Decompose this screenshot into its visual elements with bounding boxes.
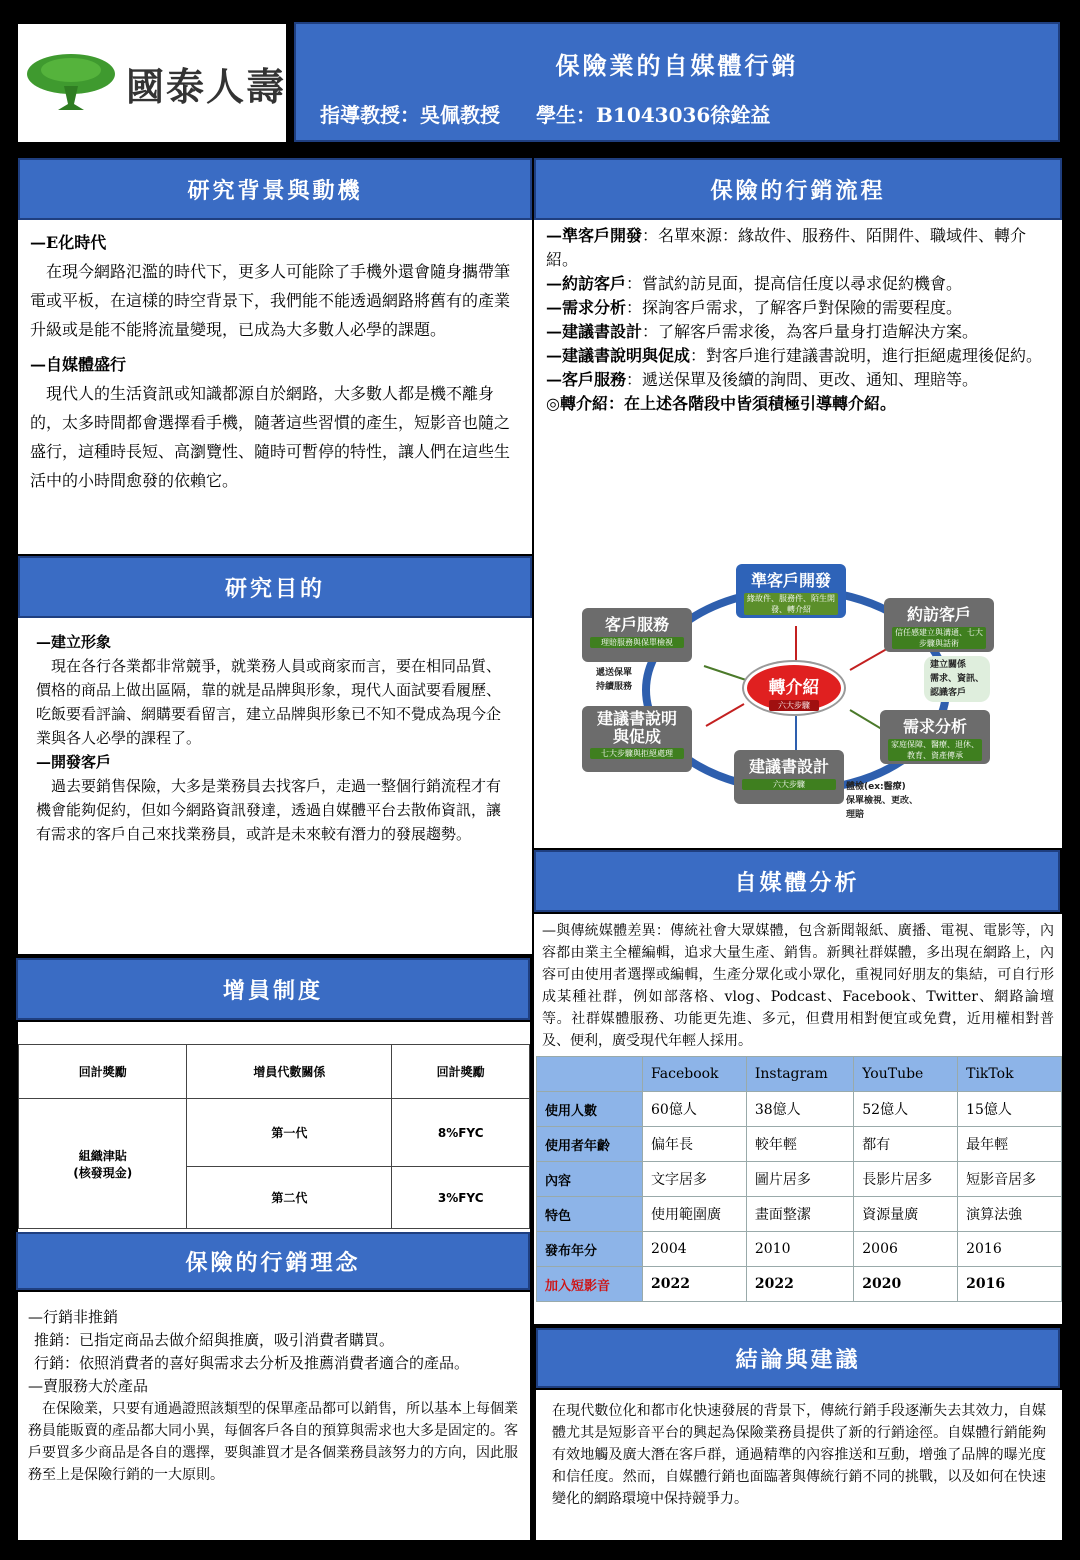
table-row: 內容 文字居多 圖片居多 長影片居多 短影音居多 xyxy=(537,1162,1062,1197)
logo-text: 國泰人壽 xyxy=(126,64,287,109)
background-para-1: 在現今網路氾濫的時代下，更多人可能除了手機外還會隨身攜帶筆電或平板，在這樣的時空背景下，我們能不能透過網路將舊有的產業升級或是能不能將流量變現，已成為大多數人必學的課題。 xyxy=(30,262,511,339)
background-para-2: 現代人的生活資訊或知識都源自於網路，大多數人都是機不離身的，太多時間都會選擇看手機，隨著這些習慣的產生，短影音也隨之盛行，這種時長短、高瀏覽性、隨時可暫停的特性，讓人們在這些生活中的小時間愈發的依賴它。 xyxy=(30,384,511,490)
media-section xyxy=(534,914,1062,1324)
table-row: 使用者年齡 偏年長 較年輕 都有 最年輕 xyxy=(537,1127,1062,1162)
process-step: —建議書設計：了解客戶需求後，為客戶量身打造解決方案。 xyxy=(546,322,979,341)
background-heading-1: —E化時代 xyxy=(30,233,107,252)
node-needs-analysis: 需求分析 家庭保障、醫療、退休、教育、資產傳承 xyxy=(880,710,990,764)
advisor-name: 指導教授：吳佩教授 xyxy=(320,103,500,127)
table-row: 加入短影音 2022 2022 2020 2016 xyxy=(537,1267,1062,1302)
recruit-header-3: 回計獎勵 xyxy=(392,1045,530,1099)
process-list xyxy=(534,220,1062,420)
node-appointment: 約訪客戶 信任感建立與溝通、七大步驟與話術 xyxy=(884,598,994,652)
recruit-row-label: 組織津貼 (核發現金) xyxy=(19,1099,187,1229)
short-video-row-label: 加入短影音 xyxy=(537,1267,643,1302)
concept-line-1: 推銷：已指定商品去做介紹與推廣，吸引消費者購買。 xyxy=(34,1331,395,1349)
title-banner xyxy=(294,22,1060,142)
background-heading-2: —自媒體盛行 xyxy=(30,355,127,374)
conclusion-text: 在現代數位化和都市化快速發展的背景下，傳統行銷手段逐漸失去其效力，自媒體尤其是短影音平台的興起為保險業務員提供了新的行銷途徑。自媒體行銷能夠有效地觸及廣大潛在客戶群，通過精準的內容推送和互動，增強了品牌的曝光度和信任度。然而，自媒體行銷也面臨著與傳統行銷不同的挑戰，以及如何在快速變化的網路環境中保持競爭力。 xyxy=(552,1403,1046,1507)
media-col-header: TikTok xyxy=(958,1057,1062,1092)
recruit-header-2: 增員代數關係 xyxy=(187,1045,392,1099)
conclusion-title: 結論與建議 xyxy=(536,1328,1060,1388)
process-step: —客戶服務：遞送保單及後續的詢問、更改、通知、理賠等。 xyxy=(546,370,979,389)
process-step: —需求分析：探詢客戶需求，了解客戶對保險的需要程度。 xyxy=(546,298,963,317)
recruit-header-1: 回計獎勵 xyxy=(19,1045,187,1099)
recruit-table xyxy=(18,1044,530,1229)
node-proposal-design: 建議書設計 六大步驟 xyxy=(734,750,844,804)
logo-box xyxy=(18,24,286,142)
media-col-header: YouTube xyxy=(854,1057,958,1092)
concept-section xyxy=(18,1292,530,1540)
conclusion-section xyxy=(536,1390,1062,1540)
media-col-header: Instagram xyxy=(746,1057,853,1092)
media-comparison-table xyxy=(536,1056,1062,1302)
purpose-heading-2: —開發客戶 xyxy=(36,753,112,771)
recruit-title: 增員制度 xyxy=(16,958,530,1020)
purpose-para-2: 過去要銷售保險，大多是業務員去找客戶，走過一整個行銷流程才有機會能夠促約，但如今網路資訊發達，透過自媒體平台去散佈資訊，讓有需求的客戶自己來找業務員，或許是未來較有潛力的發展趨勢。 xyxy=(36,777,502,843)
concept-title: 保險的行銷理念 xyxy=(16,1232,530,1290)
recruit-gen-1: 第一代 xyxy=(187,1099,392,1167)
purpose-section xyxy=(18,556,532,954)
table-row: 特色 使用範圍廣 畫面整潔 資源量廣 演算法強 xyxy=(537,1197,1062,1232)
media-col-header xyxy=(537,1057,643,1092)
concept-line-2: 行銷：依照消費者的喜好與需求去分析及推薦消費者適合的產品。 xyxy=(34,1354,470,1372)
table-row: 發布年分 2004 2010 2006 2016 xyxy=(537,1232,1062,1267)
process-step: —約訪客戶：嘗試約訪見面，提高信任度以尋求促約機會。 xyxy=(546,274,963,293)
recruit-rate-2: 3%FYC xyxy=(392,1167,530,1229)
media-text: —與傳統媒體差異：傳統社會大眾媒體，包含新聞報紙、廣播、電視、電影等，內容都由業主全權編輯，追求大量生產、銷售。新興社群媒體，多出現在網路上，內容可由使用者選擇或編輯，生產分眾化或小眾化，重視同好朋友的集結，可自行形成某種社群，例如部落格、vlog、Podcast、Facebook、Twitter、網路論壇等。社群媒體服務、功能更先進、多元，但費用相對便宜或免費，近用權相對普及、便利，廣受現代年輕人採用。 xyxy=(542,923,1054,1049)
process-note: ◎轉介紹：在上述各階段中皆須積極引導轉介紹。 xyxy=(546,394,896,413)
node-proposal-closing: 建議書說明 與促成 七大步驟與拒絕處理 xyxy=(582,706,692,772)
note-deliver-policy: 遞送保單 持續服務 xyxy=(596,668,633,692)
background-section xyxy=(18,158,532,554)
purpose-title: 研究目的 xyxy=(18,556,532,618)
node-customer-service: 客戶服務 理賠服務與保單檢視 xyxy=(582,608,692,662)
purpose-heading-1: —建立形象 xyxy=(36,633,112,651)
recruit-rate-1: 8%FYC xyxy=(392,1099,530,1167)
process-title: 保險的行銷流程 xyxy=(534,158,1062,220)
note-service-check: 體檢(ex:醫療) 保單檢視、更改、 理賠 xyxy=(846,782,919,820)
concept-heading-1: —行銷非推銷 xyxy=(28,1308,119,1326)
process-step: —建議書說明與促成：對客戶進行建議書說明，進行拒絕處理後促約。 xyxy=(546,346,1043,365)
recruit-gen-2: 第二代 xyxy=(187,1167,392,1229)
node-referral: 轉介紹 六大步驟 xyxy=(744,662,844,714)
table-row: 使用人數 60億人 38億人 52億人 15億人 xyxy=(537,1092,1062,1127)
media-col-header: Facebook xyxy=(643,1057,747,1092)
process-section xyxy=(534,158,1062,848)
background-title: 研究背景與動機 xyxy=(18,158,532,220)
node-prospect: 準客戶開發 緣故件、服務件、陌生開發、轉介紹 xyxy=(736,564,846,618)
tree-logo-icon xyxy=(24,52,118,114)
process-step: —準客戶開發：名單來源：緣故件、服務件、陌開件、職域件、轉介紹。 xyxy=(546,226,1027,269)
media-title: 自媒體分析 xyxy=(534,850,1060,912)
process-cycle-diagram xyxy=(574,558,1044,838)
concept-para: 在保險業，只要有通過證照該類型的保單產品都可以銷售，所以基本上每個業務員能販賣的產品都大同小異，每個客戶各自的預算與需求也大多是固定的。客戶要買多少商品是各自的選擇，要與誰買才是各個業務員該努力的方向，因此服務至上是保險行銷的一大原則。 xyxy=(28,1401,518,1483)
recruit-table-area xyxy=(18,1022,530,1232)
poster-title: 保險業的自媒體行銷 xyxy=(555,51,799,80)
student-name: 學生：B1043036徐銓益 xyxy=(536,103,771,127)
note-build-relation: 建立關係 需求、資訊、 認識客戶 xyxy=(924,656,990,702)
concept-heading-2: —賣服務大於產品 xyxy=(28,1377,149,1395)
purpose-para-1: 現在各行各業都非常競爭，就業務人員或商家而言，要在相同品質、價格的商品上做出區隔，靠的就是品牌與形象，現代人面試要看履歷、吃飯要看評論、網購要看留言，建立品牌與形象已不知不覺成為現今企業與各人必學的課程了。 xyxy=(36,657,502,747)
